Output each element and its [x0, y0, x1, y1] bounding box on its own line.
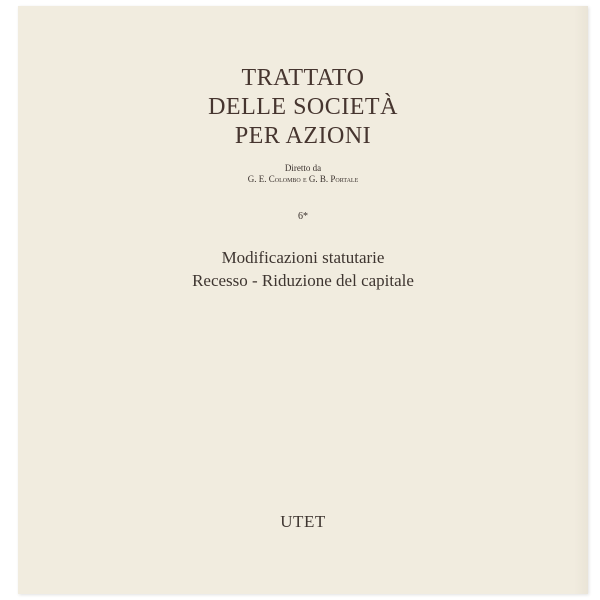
title-line-2: DELLE SOCIETÀ: [208, 94, 398, 120]
subtitle-line-1: Modificazioni statutarie: [221, 248, 385, 267]
volume-number: 6*: [298, 211, 308, 222]
directed-by-label: Diretto da: [284, 163, 322, 173]
editor-names: G. E. Colombo e G. B. Portale: [247, 174, 359, 184]
title-page: [18, 6, 588, 594]
publisher-name: UTET: [280, 512, 326, 531]
subtitle-line-2: Recesso - Riduzione del capitale: [192, 271, 414, 290]
title-line-1: TRATTATO: [241, 65, 365, 91]
book-title: [18, 64, 588, 151]
volume-subtitle: [18, 246, 588, 292]
title-line-3: PER AZIONI: [234, 123, 372, 149]
editors-block: [18, 163, 588, 185]
